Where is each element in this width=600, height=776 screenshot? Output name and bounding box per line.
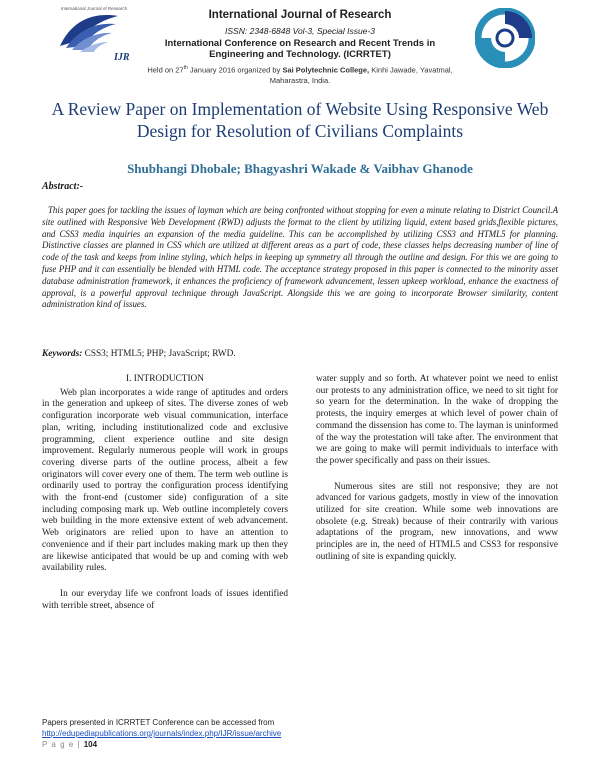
conference-line-1: International Conference on Research and Recent Trends in — [164, 38, 436, 49]
intro-paragraph-3: Numerous sites are still not responsive; they are not advanced for various gadgets, mostly in view of the innovation utilized for site creation. While some web innovations are obsolete (e.g. Streak) because of their contrarily with various adaptations of the program, new innovations, and www principles are in, the need of HTML5 and CSS3 for responsive outlining of site is expanding quickly. — [316, 481, 558, 562]
footer-access-text: Papers presented in ICRRTET Conference can be accessed from — [42, 718, 275, 727]
left-column — [42, 374, 288, 612]
abstract-text: This paper goes for tackling the issues of layman which are being confronted without stopping for even a minute relating to District Council.A site outlined with Responsive Web Development (RWD) adjusts the format to the client by utilizing liquid, extent based grids,flexible pictures, and CSS3 media inquiries an expansion of the media guideline. This can be accomplished by utilizing CSS3 and HTML5 for planning. Distinctive classes are planned in CSS which are utilized at different areas as a part of code, these classes helps decreasing number of line of code of the task and keeps from inline styling, which helps in keeping up symmetry all through the outline and design. For this we are going to fuse PHP and it can essentially be blended with HTML code. The acceptance strategy proposed in this paper is connected to the minority asset database administration framework, it enhances the proficiency of framework advancement, lessen upkeep workload, enhance the exactness of approval, is a powerful approval technique through JavaScript. Alongside this we are going to incorporate Browser similarity, content administration kind of issues. — [42, 205, 558, 310]
ijr-logo-text: IJR — [114, 52, 130, 63]
page-label: P a g e | — [42, 740, 84, 749]
page-footer — [42, 717, 281, 750]
held-mid: January 2016 organized by — [187, 65, 283, 75]
conference-line-2: Engineering and Technology. (ICRRTET) — [209, 49, 391, 60]
held-post: Kinhi Jawade, Yavatmal, Maharastra, India. — [269, 65, 453, 85]
intro-paragraph-1: Web plan incorporates a wide range of aptitudes and orders in the generation and upkeep of sites. The diverse zones of web configuration incorporate web visual communication, interface plan, writing, including institutionalized code and exclusive programming, client experience outline and site design improvement. Regularly numerous people will work in groups covering diverse parts of the outline process, albeit a few originators will cover every one of them. The term web outline is ordinarily used to portray the configuration process identifying with the front-end (customer side) configuration of a site including composing mark up. Web outline incompletely covers web building in the more extensive extent of web advancement. Web originators are relied upon to have an attention to convenience and if their part includes making mark up then they are likewise anticipated that would be up and coming with web availability rules. — [42, 387, 288, 574]
issn-line: ISSN: 2348-6848 Vol-3, Special Issue-3 — [225, 26, 375, 36]
keywords-line — [42, 349, 558, 359]
archive-link[interactable]: http://edupediapublications.org/journals/index.php/IJR/issue/archive — [42, 729, 282, 738]
paper-title: A Review Paper on Implementation of Website Using Responsive Web Design for Resolution of Civilians Complaints — [51, 99, 549, 141]
keywords-label: Keywords: — [42, 349, 83, 359]
intro-paragraph-2: In our everyday life we confront loads of issues identified with terrible street, absence of — [42, 588, 288, 611]
intro-paragraph-2-continued: water supply and so forth. At whatever point we need to enlist our protests to any administration office, we need to sit tight for so yearn for the determination. In the wake of dropping the protests, the inquiry emerges at which level of power chain of command the dissension has come to. The layman is uninformed of the way the protestation will take after. The environment that we are going to make will permit individuals to interface with the power specifically and pass on their issues. — [316, 374, 558, 466]
held-sup: th — [183, 65, 188, 71]
ijr-logo — [52, 6, 136, 64]
journal-name: International Journal of Research — [208, 9, 392, 21]
held-line — [140, 63, 460, 86]
held-pre: Held on 27 — [147, 65, 184, 75]
page-indicator — [42, 739, 281, 750]
introduction-heading: I. INTRODUCTION — [126, 374, 204, 384]
keywords-list: CSS3; HTML5; PHP; JavaScript; RWD. — [82, 349, 236, 359]
ijr-logo-tagline: International Journal of Research — [60, 6, 128, 11]
held-college: Sai Polytechnic College, — [282, 65, 370, 75]
conference-name — [140, 38, 460, 60]
right-column — [316, 374, 558, 564]
abstract-heading: Abstract:- — [42, 181, 84, 192]
paper-authors: Shubhangi Dhobale; Bhagyashri Wakade & Vaibhav Ghanode — [127, 161, 473, 176]
page-number: 104 — [83, 740, 98, 749]
conference-round-logo-icon — [475, 8, 535, 68]
